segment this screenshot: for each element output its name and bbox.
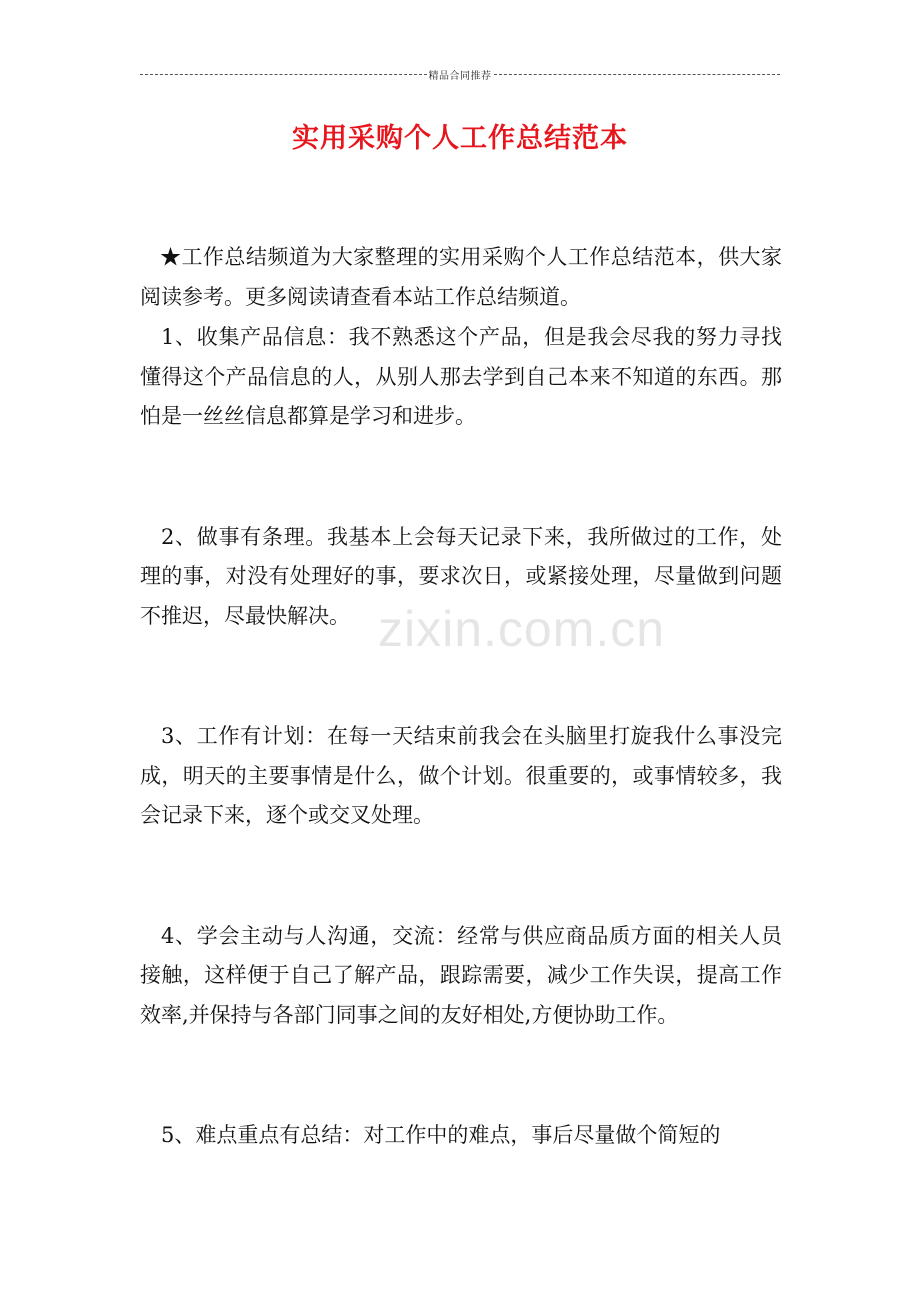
- header-dash-right: [494, 74, 781, 75]
- header-rule: [140, 66, 780, 82]
- paragraph-5: 5、难点重点有总结：对工作中的难点，事后尽量做个简短的: [161, 1123, 721, 1147]
- header-label: 精品合同推荐: [428, 70, 492, 82]
- paragraph-1: 1、收集产品信息：我不熟悉这个产品，但是我会尽我的努力寻找懂得这个产品信息的人，从别人那去学到自己本来不知道的东西。那怕是一丝丝信息都算是学习和进步。: [140, 325, 782, 428]
- paragraph-4: 4、学会主动与人沟通，交流：经常与供应商品质方面的相关人员接触，这样便于自己了解产品，跟踪需要，减少工作失误，提高工作效率,并保持与各部门同事之间的友好相处,方便协助工作。: [140, 923, 782, 1027]
- document-title: 实用采购个人工作总结范本: [292, 123, 628, 154]
- paragraph-3: 3、工作有计划：在每一天结束前我会在头脑里打旋我什么事没完成，明天的主要事情是什么，做个计划。很重要的，或事情较多，我会记录下来，逐个或交叉处理。: [140, 724, 782, 827]
- intro-paragraph: ★工作总结频道为大家整理的实用采购个人工作总结范本，供大家阅读参考。更多阅读请查看本站工作总结频道。: [140, 245, 782, 309]
- document-body: [140, 238, 782, 1156]
- paragraph-2: 2、做事有条理。我基本上会每天记录下来，我所做过的工作，处理的事，对没有处理好的事，要求次日，或紧接处理，尽量做到问题不推迟，尽最快解决。: [140, 524, 782, 628]
- watermark: zixin.com.cn: [378, 601, 666, 657]
- header-dash-left: [140, 74, 427, 75]
